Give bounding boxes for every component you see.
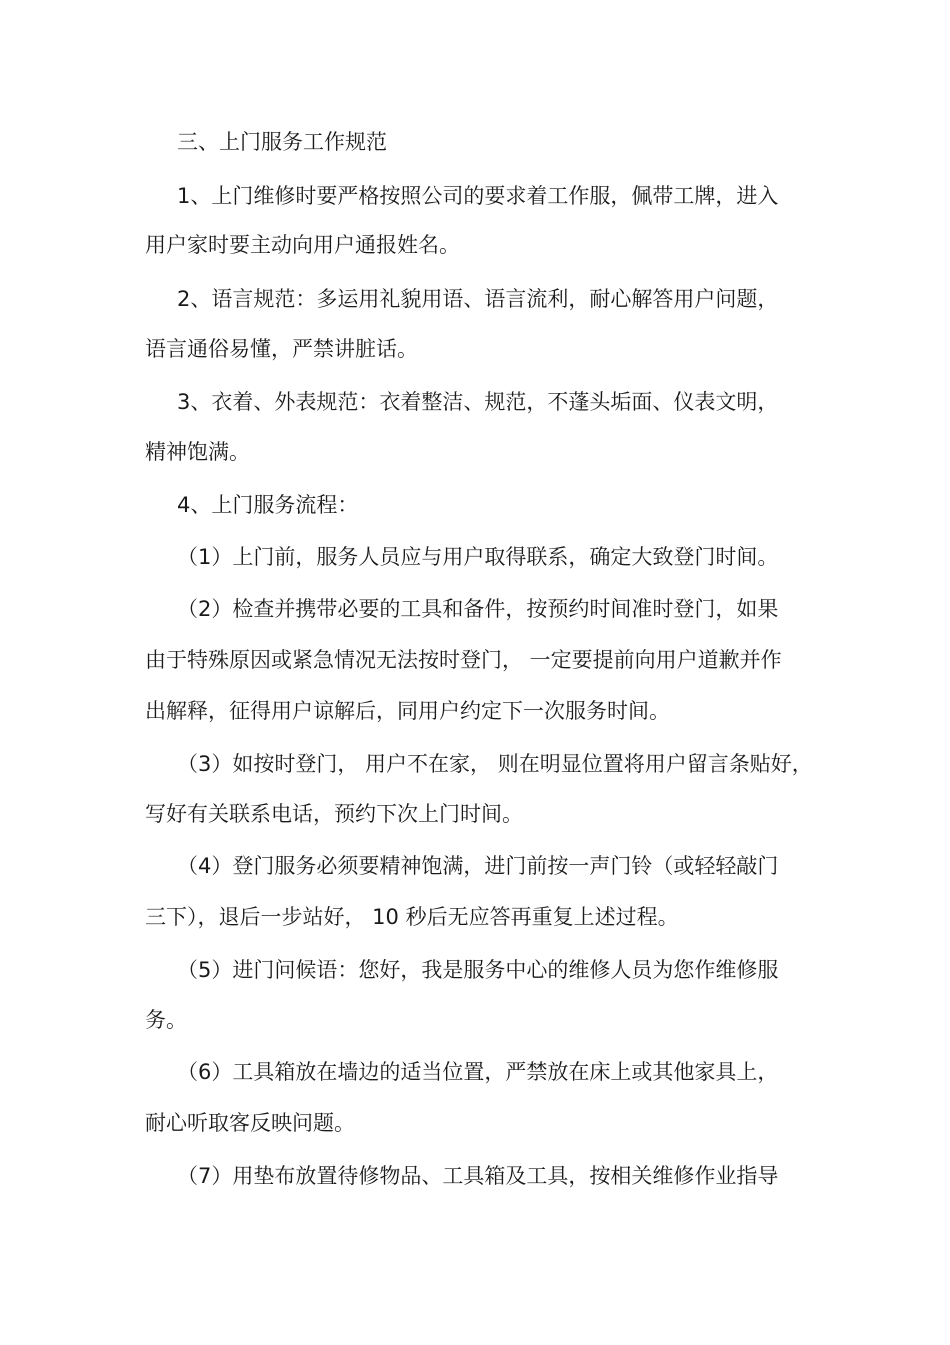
paragraph-line: 4、上门服务流程： bbox=[177, 493, 359, 517]
section-heading: 三、上门服务工作规范 bbox=[177, 130, 387, 154]
paragraph-line: 写好有关联系电话，预约下次上门时间。 bbox=[145, 802, 523, 826]
paragraph-line: （1）上门前，服务人员应与用户取得联系，确定大致登门时间。 bbox=[177, 545, 779, 569]
paragraph-line: （5）进门问候语：您好，我是服务中心的维修人员为您作维修服 bbox=[177, 958, 779, 982]
paragraph-line: 三下），退后一步站好， 10 秒后无应答再重复上述过程。 bbox=[145, 905, 679, 929]
paragraph-line: （7）用垫布放置待修物品、工具箱及工具，按相关维修作业指导 bbox=[177, 1164, 779, 1188]
paragraph-line: （3）如按时登门， 用户不在家， 则在明显位置将用户留言条贴好， bbox=[177, 752, 813, 776]
paragraph-line: （2）检查并携带必要的工具和备件，按预约时间准时登门，如果 bbox=[177, 597, 779, 621]
paragraph-line: （6）工具箱放在墙边的适当位置，严禁放在床上或其他家具上， bbox=[177, 1060, 779, 1084]
paragraph-line: 耐心听取客反映问题。 bbox=[145, 1111, 355, 1135]
paragraph-line: 由于特殊原因或紧急情况无法按时登门， 一定要提前向用户道歉并作 bbox=[145, 648, 782, 672]
paragraph-line: 用户家时要主动向用户通报姓名。 bbox=[145, 233, 460, 257]
paragraph-line: 务。 bbox=[145, 1008, 187, 1032]
paragraph-line: 精神饱满。 bbox=[145, 440, 250, 464]
paragraph-line: 出解释，征得用户谅解后，同用户约定下一次服务时间。 bbox=[145, 699, 670, 723]
paragraph-line: 语言通俗易懂，严禁讲脏话。 bbox=[145, 337, 418, 361]
paragraph-line: 3、衣着、外表规范：衣着整洁、规范，不蓬头垢面、仪表文明， bbox=[177, 390, 779, 414]
paragraph-line: 2、语言规范：多运用礼貌用语、语言流利，耐心解答用户问题， bbox=[177, 287, 779, 311]
paragraph-line: （4）登门服务必须要精神饱满，进门前按一声门铃（或轻轻敲门 bbox=[177, 854, 779, 878]
paragraph-line: 1、上门维修时要严格按照公司的要求着工作服，佩带工牌，进入 bbox=[177, 184, 779, 208]
